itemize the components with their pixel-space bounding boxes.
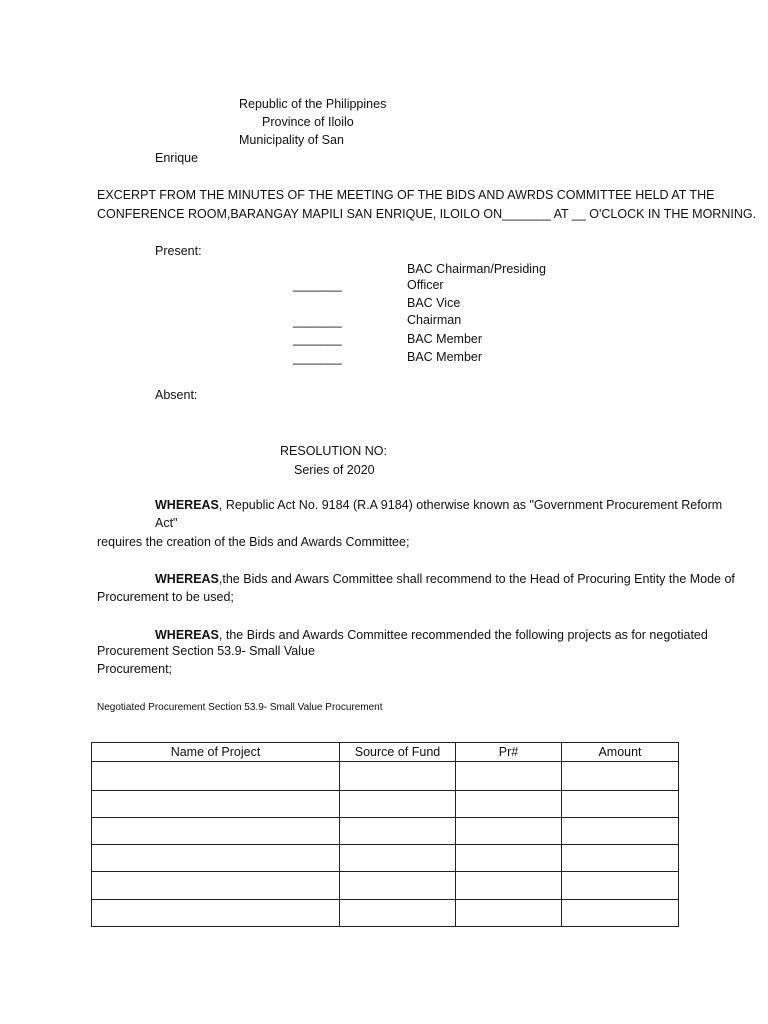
table-cell (340, 872, 456, 900)
present-label: Present: (155, 244, 202, 258)
table-cell (456, 900, 562, 927)
whereas-1-line-1 (155, 497, 722, 513)
excerpt-line-2: CONFERENCE ROOM,BARANGAY MAPILI SAN ENRIQUE, ILOILO ON_______ AT __ O'CLOCK IN THE MORNING. (97, 207, 757, 221)
table-caption: Negotiated Procurement Section 53.9- Small Value Procurement (97, 702, 383, 713)
table-cell (340, 845, 456, 872)
table-row (92, 791, 679, 818)
header-source-of-fund: Source of Fund (340, 743, 456, 762)
whereas-3-line-3: Procurement; (97, 662, 173, 676)
present-blank-1: _______ (293, 278, 342, 292)
table-cell (92, 872, 340, 900)
whereas-text: , Republic Act No. 9184 (R.A 9184) otherwise known as "Government Procurement Reform (218, 498, 723, 512)
header-enrique: Enrique (155, 151, 199, 165)
table-cell (340, 791, 456, 818)
table-cell (456, 791, 562, 818)
present-role-1: BAC Chairman/Presiding (407, 262, 546, 276)
table-cell (340, 818, 456, 845)
whereas-1-line-2: Act" (155, 516, 178, 530)
table-cell (562, 845, 679, 872)
header-name-of-project: Name of Project (92, 743, 340, 762)
absent-label: Absent: (155, 388, 198, 402)
table-cell (340, 762, 456, 791)
whereas-keyword: WHEREAS (155, 498, 219, 512)
table-cell (562, 900, 679, 927)
whereas-3-line-1 (155, 627, 708, 643)
whereas-3-line-2: Procurement Section 53.9- Small Value (97, 644, 315, 658)
table-cell (456, 818, 562, 845)
whereas-2-line-1 (155, 571, 735, 587)
whereas-keyword: WHEREAS (155, 572, 219, 586)
present-role-5: BAC Member (407, 332, 483, 346)
resolution-number: RESOLUTION NO: (280, 444, 387, 458)
table-row (92, 872, 679, 900)
table-row (92, 818, 679, 845)
table-cell (562, 872, 679, 900)
whereas-keyword: WHEREAS (155, 628, 219, 642)
procurement-table (91, 742, 679, 927)
table-cell (456, 762, 562, 791)
table-row (92, 845, 679, 872)
table-cell (562, 791, 679, 818)
table-header-row (92, 743, 679, 762)
table-cell (92, 791, 340, 818)
present-blank-2: _______ (293, 314, 342, 328)
present-role-4: Chairman (407, 313, 462, 327)
table-body (92, 762, 679, 927)
header-pr-number: Pr# (456, 743, 562, 762)
excerpt-line-1: EXCERPT FROM THE MINUTES OF THE MEETING OF THE BIDS AND AWRDS COMMITTEE HELD AT THE (97, 188, 715, 202)
present-blank-3: _______ (293, 332, 342, 346)
whereas-2-line-2: Procurement to be used; (97, 590, 234, 604)
table-cell (562, 762, 679, 791)
whereas-text: ,the Bids and Awars Committee shall recommend to the Head of Procuring Entity the Mode of (218, 572, 735, 586)
table-cell (562, 818, 679, 845)
table-cell (92, 845, 340, 872)
header-province: Province of Iloilo (262, 115, 354, 129)
present-role-6: BAC Member (407, 350, 483, 364)
header-municipality: Municipality of San (239, 133, 344, 147)
table-cell (456, 845, 562, 872)
whereas-1-line-3: requires the creation of the Bids and Awards Committee; (97, 535, 410, 549)
resolution-series: Series of 2020 (294, 463, 375, 477)
header-republic: Republic of the Philippines (239, 97, 387, 111)
table-cell (92, 818, 340, 845)
table-cell (92, 900, 340, 927)
whereas-text: , the Birds and Awards Committee recommended the following projects as for negotiated (218, 628, 708, 642)
present-role-2: Officer (407, 278, 444, 292)
present-blank-4: _______ (293, 351, 342, 365)
table-cell (92, 762, 340, 791)
header-amount: Amount (562, 743, 679, 762)
table-cell (340, 900, 456, 927)
table-row (92, 900, 679, 927)
present-role-3: BAC Vice (407, 296, 461, 310)
table-cell (456, 872, 562, 900)
table-row (92, 762, 679, 791)
